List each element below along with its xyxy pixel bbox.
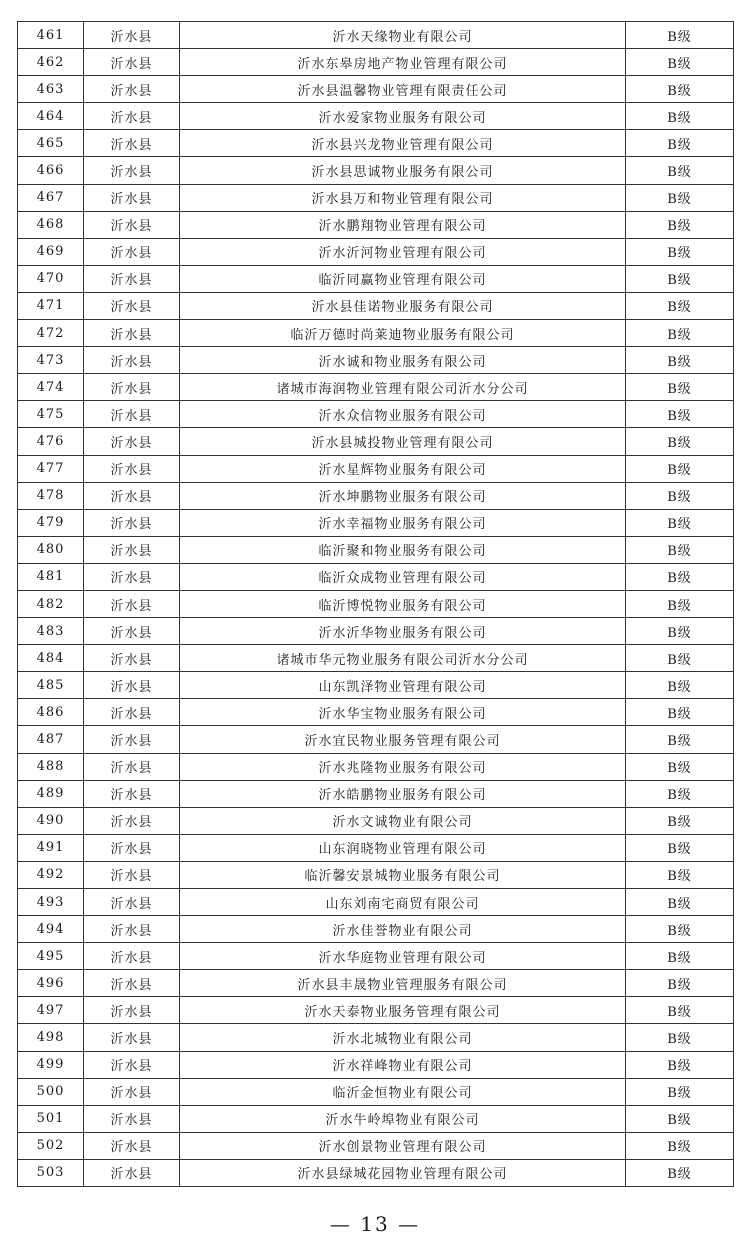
county-cell: 沂水县 <box>84 76 180 103</box>
county-cell: 沂水县 <box>84 428 180 455</box>
row-number: 489 <box>18 780 84 807</box>
company-name-cell: 临沂博悦物业服务有限公司 <box>180 590 626 617</box>
county-cell: 沂水县 <box>84 1024 180 1051</box>
county-cell: 沂水县 <box>84 699 180 726</box>
grade-cell: B级 <box>626 699 734 726</box>
table-row <box>18 563 734 590</box>
county-cell: 沂水县 <box>84 347 180 374</box>
grade-cell: B级 <box>626 401 734 428</box>
table-row <box>18 238 734 265</box>
row-number: 493 <box>18 889 84 916</box>
table-row <box>18 861 734 888</box>
county-cell: 沂水县 <box>84 1051 180 1078</box>
county-cell: 沂水县 <box>84 970 180 997</box>
county-cell: 沂水县 <box>84 103 180 130</box>
row-number: 488 <box>18 753 84 780</box>
grade-cell: B级 <box>626 563 734 590</box>
company-name-cell: 沂水沂河物业管理有限公司 <box>180 238 626 265</box>
grade-cell: B级 <box>626 238 734 265</box>
grade-cell: B级 <box>626 455 734 482</box>
table-row <box>18 1024 734 1051</box>
company-name-cell: 沂水县城投物业管理有限公司 <box>180 428 626 455</box>
company-name-cell: 沂水文诚物业有限公司 <box>180 807 626 834</box>
grade-cell: B级 <box>626 49 734 76</box>
property-company-table <box>17 21 734 1187</box>
company-name-cell: 山东刘南宅商贸有限公司 <box>180 889 626 916</box>
table-row <box>18 1078 734 1105</box>
table-row <box>18 834 734 861</box>
county-cell: 沂水县 <box>84 22 180 49</box>
company-name-cell: 山东润晓物业管理有限公司 <box>180 834 626 861</box>
county-cell: 沂水县 <box>84 509 180 536</box>
company-name-cell: 沂水皓鹏物业服务有限公司 <box>180 780 626 807</box>
county-cell: 沂水县 <box>84 374 180 401</box>
county-cell: 沂水县 <box>84 563 180 590</box>
company-name-cell: 沂水爱家物业服务有限公司 <box>180 103 626 130</box>
row-number: 468 <box>18 211 84 238</box>
county-cell: 沂水县 <box>84 834 180 861</box>
company-name-cell: 诸城市华元物业服务有限公司沂水分公司 <box>180 645 626 672</box>
county-cell: 沂水县 <box>84 780 180 807</box>
county-cell: 沂水县 <box>84 184 180 211</box>
grade-cell: B级 <box>626 130 734 157</box>
table-row <box>18 482 734 509</box>
row-number: 491 <box>18 834 84 861</box>
grade-cell: B级 <box>626 1105 734 1132</box>
company-name-cell: 沂水北城物业有限公司 <box>180 1024 626 1051</box>
grade-cell: B级 <box>626 265 734 292</box>
table-row <box>18 49 734 76</box>
company-name-cell: 沂水天泰物业服务管理有限公司 <box>180 997 626 1024</box>
table-row <box>18 780 734 807</box>
grade-cell: B级 <box>626 428 734 455</box>
row-number: 467 <box>18 184 84 211</box>
grade-cell: B级 <box>626 1159 734 1186</box>
row-number: 497 <box>18 997 84 1024</box>
company-name-cell: 诸城市海润物业管理有限公司沂水分公司 <box>180 374 626 401</box>
table-row <box>18 184 734 211</box>
table-row <box>18 401 734 428</box>
county-cell: 沂水县 <box>84 292 180 319</box>
company-name-cell: 沂水众信物业服务有限公司 <box>180 401 626 428</box>
table-row <box>18 590 734 617</box>
grade-cell: B级 <box>626 861 734 888</box>
county-cell: 沂水县 <box>84 455 180 482</box>
row-number: 500 <box>18 1078 84 1105</box>
company-name-cell: 沂水县温馨物业管理有限责任公司 <box>180 76 626 103</box>
table-row <box>18 374 734 401</box>
county-cell: 沂水县 <box>84 401 180 428</box>
table-row <box>18 22 734 49</box>
row-number: 483 <box>18 618 84 645</box>
company-name-cell: 临沂馨安景城物业服务有限公司 <box>180 861 626 888</box>
county-cell: 沂水县 <box>84 645 180 672</box>
row-number: 479 <box>18 509 84 536</box>
county-cell: 沂水县 <box>84 943 180 970</box>
grade-cell: B级 <box>626 943 734 970</box>
row-number: 487 <box>18 726 84 753</box>
county-cell: 沂水县 <box>84 889 180 916</box>
row-number: 474 <box>18 374 84 401</box>
grade-cell: B级 <box>626 374 734 401</box>
table-row <box>18 916 734 943</box>
county-cell: 沂水县 <box>84 997 180 1024</box>
table-body <box>18 22 734 1187</box>
county-cell: 沂水县 <box>84 49 180 76</box>
table-row <box>18 320 734 347</box>
table-row <box>18 889 734 916</box>
row-number: 490 <box>18 807 84 834</box>
row-number: 465 <box>18 130 84 157</box>
company-name-cell: 沂水华庭物业管理有限公司 <box>180 943 626 970</box>
row-number: 471 <box>18 292 84 319</box>
table-row <box>18 292 734 319</box>
grade-cell: B级 <box>626 103 734 130</box>
row-number: 496 <box>18 970 84 997</box>
table-row <box>18 347 734 374</box>
table-row <box>18 699 734 726</box>
company-name-cell: 沂水华宝物业服务有限公司 <box>180 699 626 726</box>
row-number: 499 <box>18 1051 84 1078</box>
company-name-cell: 沂水祥峰物业有限公司 <box>180 1051 626 1078</box>
table-row <box>18 157 734 184</box>
company-name-cell: 临沂同赢物业管理有限公司 <box>180 265 626 292</box>
grade-cell: B级 <box>626 184 734 211</box>
county-cell: 沂水县 <box>84 238 180 265</box>
row-number: 484 <box>18 645 84 672</box>
grade-cell: B级 <box>626 157 734 184</box>
row-number: 469 <box>18 238 84 265</box>
county-cell: 沂水县 <box>84 265 180 292</box>
grade-cell: B级 <box>626 970 734 997</box>
company-name-cell: 沂水佳誉物业有限公司 <box>180 916 626 943</box>
table-row <box>18 265 734 292</box>
row-number: 502 <box>18 1132 84 1159</box>
table-row <box>18 130 734 157</box>
grade-cell: B级 <box>626 1051 734 1078</box>
company-name-cell: 沂水县佳诺物业服务有限公司 <box>180 292 626 319</box>
grade-cell: B级 <box>626 997 734 1024</box>
row-number: 461 <box>18 22 84 49</box>
company-name-cell: 沂水幸福物业服务有限公司 <box>180 509 626 536</box>
county-cell: 沂水县 <box>84 1078 180 1105</box>
row-number: 475 <box>18 401 84 428</box>
county-cell: 沂水县 <box>84 726 180 753</box>
table-row <box>18 1051 734 1078</box>
grade-cell: B级 <box>626 76 734 103</box>
county-cell: 沂水县 <box>84 861 180 888</box>
grade-cell: B级 <box>626 211 734 238</box>
table-row <box>18 753 734 780</box>
row-number: 494 <box>18 916 84 943</box>
grade-cell: B级 <box>626 1024 734 1051</box>
table-row <box>18 428 734 455</box>
grade-cell: B级 <box>626 590 734 617</box>
county-cell: 沂水县 <box>84 672 180 699</box>
company-name-cell: 沂水县绿城花园物业管理有限公司 <box>180 1159 626 1186</box>
grade-cell: B级 <box>626 536 734 563</box>
county-cell: 沂水县 <box>84 320 180 347</box>
row-number: 462 <box>18 49 84 76</box>
company-name-cell: 沂水诚和物业服务有限公司 <box>180 347 626 374</box>
table-row <box>18 645 734 672</box>
grade-cell: B级 <box>626 807 734 834</box>
row-number: 480 <box>18 536 84 563</box>
county-cell: 沂水县 <box>84 211 180 238</box>
company-name-cell: 沂水创景物业管理有限公司 <box>180 1132 626 1159</box>
table-row <box>18 455 734 482</box>
company-name-cell: 山东凯泽物业管理有限公司 <box>180 672 626 699</box>
grade-cell: B级 <box>626 22 734 49</box>
grade-cell: B级 <box>626 889 734 916</box>
table-row <box>18 1105 734 1132</box>
company-name-cell: 沂水沂华物业服务有限公司 <box>180 618 626 645</box>
table-row <box>18 970 734 997</box>
row-number: 485 <box>18 672 84 699</box>
row-number: 477 <box>18 455 84 482</box>
county-cell: 沂水县 <box>84 753 180 780</box>
county-cell: 沂水县 <box>84 130 180 157</box>
row-number: 498 <box>18 1024 84 1051</box>
grade-cell: B级 <box>626 292 734 319</box>
row-number: 486 <box>18 699 84 726</box>
table-row <box>18 726 734 753</box>
company-name-cell: 沂水鹏翔物业管理有限公司 <box>180 211 626 238</box>
company-name-cell: 沂水县万和物业管理有限公司 <box>180 184 626 211</box>
grade-cell: B级 <box>626 834 734 861</box>
row-number: 476 <box>18 428 84 455</box>
company-name-cell: 沂水县丰晟物业管理服务有限公司 <box>180 970 626 997</box>
table-row <box>18 1159 734 1186</box>
grade-cell: B级 <box>626 1132 734 1159</box>
table-row <box>18 103 734 130</box>
grade-cell: B级 <box>626 618 734 645</box>
table-row <box>18 211 734 238</box>
county-cell: 沂水县 <box>84 482 180 509</box>
company-name-cell: 沂水星辉物业服务有限公司 <box>180 455 626 482</box>
county-cell: 沂水县 <box>84 618 180 645</box>
county-cell: 沂水县 <box>84 1132 180 1159</box>
company-name-cell: 临沂金恒物业有限公司 <box>180 1078 626 1105</box>
table-row <box>18 1132 734 1159</box>
table-row <box>18 536 734 563</box>
company-name-cell: 沂水县兴龙物业管理有限公司 <box>180 130 626 157</box>
table-row <box>18 997 734 1024</box>
table-row <box>18 76 734 103</box>
row-number: 473 <box>18 347 84 374</box>
grade-cell: B级 <box>626 482 734 509</box>
row-number: 503 <box>18 1159 84 1186</box>
table-row <box>18 509 734 536</box>
company-name-cell: 沂水县思诚物业服务有限公司 <box>180 157 626 184</box>
grade-cell: B级 <box>626 320 734 347</box>
grade-cell: B级 <box>626 645 734 672</box>
table-row <box>18 807 734 834</box>
row-number: 470 <box>18 265 84 292</box>
row-number: 463 <box>18 76 84 103</box>
county-cell: 沂水县 <box>84 157 180 184</box>
company-name-cell: 沂水兆隆物业服务有限公司 <box>180 753 626 780</box>
row-number: 495 <box>18 943 84 970</box>
company-name-cell: 沂水天缘物业有限公司 <box>180 22 626 49</box>
grade-cell: B级 <box>626 726 734 753</box>
row-number: 501 <box>18 1105 84 1132</box>
row-number: 482 <box>18 590 84 617</box>
row-number: 492 <box>18 861 84 888</box>
county-cell: 沂水县 <box>84 536 180 563</box>
county-cell: 沂水县 <box>84 916 180 943</box>
grade-cell: B级 <box>626 347 734 374</box>
company-name-cell: 临沂众成物业管理有限公司 <box>180 563 626 590</box>
company-name-cell: 沂水坤鹏物业服务有限公司 <box>180 482 626 509</box>
table-row <box>18 618 734 645</box>
row-number: 464 <box>18 103 84 130</box>
row-number: 472 <box>18 320 84 347</box>
row-number: 466 <box>18 157 84 184</box>
grade-cell: B级 <box>626 753 734 780</box>
company-name-cell: 沂水宜民物业服务管理有限公司 <box>180 726 626 753</box>
company-name-cell: 临沂聚和物业服务有限公司 <box>180 536 626 563</box>
company-name-cell: 沂水牛岭埠物业有限公司 <box>180 1105 626 1132</box>
row-number: 481 <box>18 563 84 590</box>
row-number: 478 <box>18 482 84 509</box>
grade-cell: B级 <box>626 1078 734 1105</box>
grade-cell: B级 <box>626 509 734 536</box>
grade-cell: B级 <box>626 672 734 699</box>
table-row <box>18 943 734 970</box>
grade-cell: B级 <box>626 916 734 943</box>
county-cell: 沂水县 <box>84 1105 180 1132</box>
county-cell: 沂水县 <box>84 807 180 834</box>
company-name-cell: 沂水东皋房地产物业管理有限公司 <box>180 49 626 76</box>
page-number: — 13 — <box>329 1212 421 1236</box>
county-cell: 沂水县 <box>84 590 180 617</box>
table-row <box>18 672 734 699</box>
grade-cell: B级 <box>626 780 734 807</box>
company-name-cell: 临沂万德时尚莱迪物业服务有限公司 <box>180 320 626 347</box>
county-cell: 沂水县 <box>84 1159 180 1186</box>
